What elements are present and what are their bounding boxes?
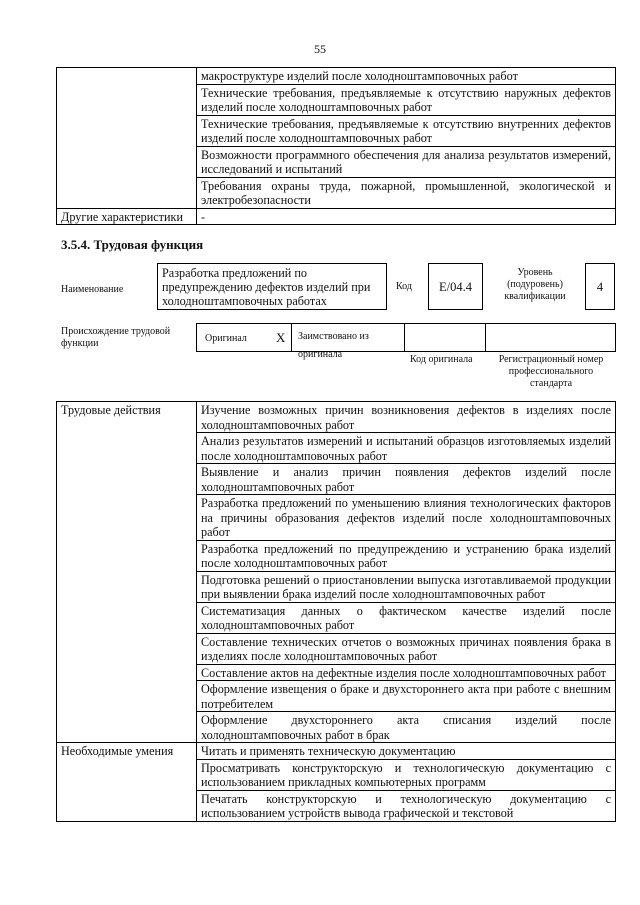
table-cell: макроструктуре изделий после холодноштамповочных работ [197,68,616,85]
labor-action-item: Анализ результатов измерений и испытаний образцов изготовляемых изделий после холодноштамповочных работ [197,433,616,464]
skill-item: Просматривать конструкторскую и технологическую документацию с использованием прикладных компьютерных программ [197,759,616,790]
page-number: 55 [314,42,326,56]
table-row [57,402,616,433]
table-cell: Требования охраны труда, пожарной, промышленной, экологической и электробезопасности [197,177,616,208]
labor-action-item: Изучение возможных причин возникновения дефектов в изделиях после холодноштамповочных работ [197,402,616,433]
reg-number-caption: Регистрационный номер профессионального стандарта [498,354,604,389]
labor-action-item: Составление технических отчетов о возможных причинах появления брака в изделиях после холодноштамповочных работ [197,633,616,664]
skill-item: Печатать конструкторскую и технологическую документацию с использованием устройств вывода графической и текстовой [197,790,616,821]
table-cell: Возможности программного обеспечения для анализа результатов измерений, исследований и испытаний [197,146,616,177]
table-label-cell [57,68,197,209]
function-name-box: Разработка предложений по предупреждению дефектов изделий при холодноштамповочных работах [157,263,387,310]
original-mark: X [276,330,286,345]
table-row [57,743,616,760]
table-cell: Технические требования, предъявляемые к отсутствию внутренних дефектов изделий после холодноштамповочных работ [197,115,616,146]
code-original-caption: Код оригинала [410,354,473,365]
borrowed-label: Заимствовано из оригинала [298,331,369,360]
skill-item: Читать и применять техническую документацию [197,743,616,760]
labor-function-table [56,401,616,822]
other-characteristics-value: - [197,208,616,225]
origin-code-cell [404,323,486,352]
origin-reg-cell [485,323,616,352]
labor-action-item: Выявление и анализ причин появления дефектов изделий после холодноштамповочных работ [197,464,616,495]
code-label: Код [396,281,412,292]
labor-action-item: Разработка предложений по предупреждению и устранению брака изделий после холодноштамповочных работ [197,540,616,571]
skills-label: Необходимые умения [57,743,197,822]
function-code-box: E/04.4 [428,263,483,310]
labor-actions-label: Трудовые действия [57,402,197,743]
labor-action-item: Составление актов на дефектные изделия после холодноштамповочных работ [197,664,616,681]
labor-action-item: Систематизация данных о фактическом качестве изделий после холодноштамповочных работ [197,602,616,633]
knowledge-table [56,67,616,225]
level-label: Уровень (подуровень) квалификации [504,267,566,302]
origin-original-cell [196,323,292,352]
qualification-level-box: 4 [585,263,615,310]
labor-action-item: Разработка предложений по уменьшению влияния технологических факторов на причины образования дефектов изделий после холодноштамповочных работ [197,495,616,541]
table-row [57,68,616,85]
labor-action-item: Оформление извещения о браке и двухстороннего акта при работе с внешним потребителем [197,681,616,712]
labor-action-item: Оформление двухстороннего акта списания изделий после холодноштамповочных работ в брак [197,712,616,743]
table-row [57,208,616,225]
origin-borrowed-cell [291,323,405,360]
original-label: Оригинал [205,333,247,344]
labor-action-item: Подготовка решений о приостановлении выпуска изготавливаемой продукции при выявлении брака изделий после холодноштамповочных работ [197,571,616,602]
table-cell: Технические требования, предъявляемые к отсутствию наружных дефектов изделий после холодноштамповочных работ [197,84,616,115]
section-title: 3.5.4. Трудовая функция [61,237,204,252]
origin-label: Происхождение трудовой функции [61,326,171,349]
name-label: Наименование [61,284,124,295]
other-characteristics-label: Другие характеристики [57,208,197,225]
